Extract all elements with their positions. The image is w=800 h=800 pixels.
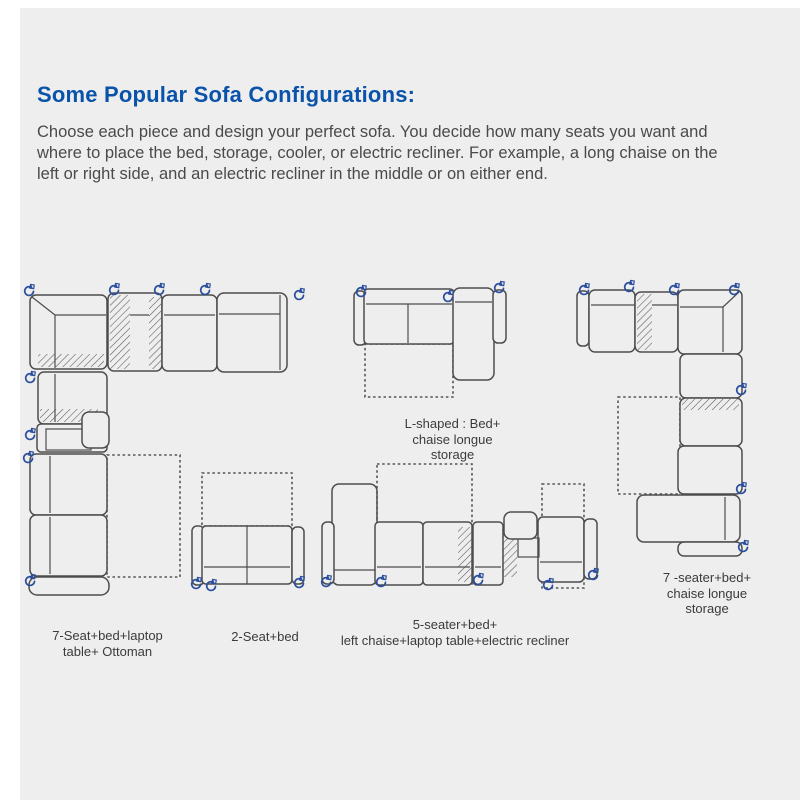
rotate-icon: [155, 283, 165, 294]
config-label-2-seat-bed: [205, 629, 325, 645]
diagram-5-seater-recliner: [318, 452, 603, 600]
sofa-piece-armrest: [217, 293, 287, 372]
rotate-icon: [26, 371, 36, 382]
sofa-piece: [30, 454, 107, 515]
config-label-l-shaped: [385, 416, 520, 463]
bed-extension-outline: [618, 397, 680, 494]
label-line: chaise longue: [412, 431, 493, 447]
sofa-body: [364, 289, 454, 344]
electric-recliner-piece: [538, 517, 584, 582]
config-label-7-seat-ottoman: [30, 628, 185, 659]
chaise-piece: [453, 288, 494, 380]
label-line: 5-seater+bed+: [412, 617, 498, 632]
armrest-piece: [493, 290, 506, 343]
bed-mechanism-hatch: [38, 354, 104, 367]
laptop-table: [82, 412, 109, 448]
sofa-body: [202, 526, 292, 584]
label-line: left chaise+laptop table+electric recliner: [340, 632, 570, 648]
armrest-piece: [678, 542, 742, 556]
label-line: chaise longue: [666, 585, 748, 601]
label-line: storage: [430, 447, 475, 462]
label-line: 7-Seat+bed+laptop: [52, 628, 163, 643]
bed-mechanism-hatch: [458, 527, 473, 582]
label-line: 2-Seat+bed: [231, 629, 299, 644]
bed-extension-outline: [365, 344, 453, 397]
sofa-piece: [680, 354, 742, 398]
bed-mechanism-hatch: [682, 399, 739, 410]
sofa-piece-bed: [108, 293, 162, 371]
rotate-icon: [295, 288, 305, 299]
bed-extension-outline: [202, 473, 292, 526]
sofa-piece: [30, 515, 107, 576]
armrest-piece: [292, 527, 304, 584]
label-line: table+ Ottoman: [62, 643, 153, 659]
diagram-l-shaped: [350, 280, 515, 402]
left-chaise-piece: [332, 484, 377, 585]
config-label-7-seater-chaise: [642, 570, 772, 617]
sofa-piece-bed: [635, 292, 678, 352]
label-line: L-shaped : Bed+: [404, 416, 501, 431]
label-line: storage: [685, 601, 729, 616]
armrest-piece: [29, 577, 109, 595]
rotate-icon: [201, 283, 211, 294]
bed-mechanism-hatch: [637, 294, 652, 350]
page-title: Some Popular Sofa Configurations:: [37, 82, 416, 107]
chaise-piece: [637, 495, 740, 542]
sofa-piece: [162, 295, 217, 371]
armrest-piece: [577, 291, 589, 346]
rotate-icon: [26, 428, 36, 439]
armrest-piece: [322, 522, 334, 584]
sofa-piece: [678, 446, 742, 494]
bed-mechanism-hatch: [149, 297, 161, 369]
ottoman-outline: [107, 455, 180, 577]
intro-paragraph: Choose each piece and design your perfect sofa. You decide how many seats you want and where to place the bed, storage, cooler, or electric recliner. For example, a long chaise on the left or right side, and an electric recliner in the middle or on either end.: [37, 123, 718, 183]
sofa-piece-bed: [680, 398, 742, 446]
diagram-2-seat-bed: [185, 467, 315, 592]
rotate-icon: [25, 284, 35, 295]
label-line: 7 -seater+bed+: [662, 570, 752, 585]
corner-seat: [678, 290, 742, 354]
corner-seat: [30, 295, 107, 369]
config-label-5-seater-recliner: [320, 617, 590, 648]
sofa-piece: [589, 290, 635, 352]
bed-mechanism-hatch: [110, 295, 130, 369]
